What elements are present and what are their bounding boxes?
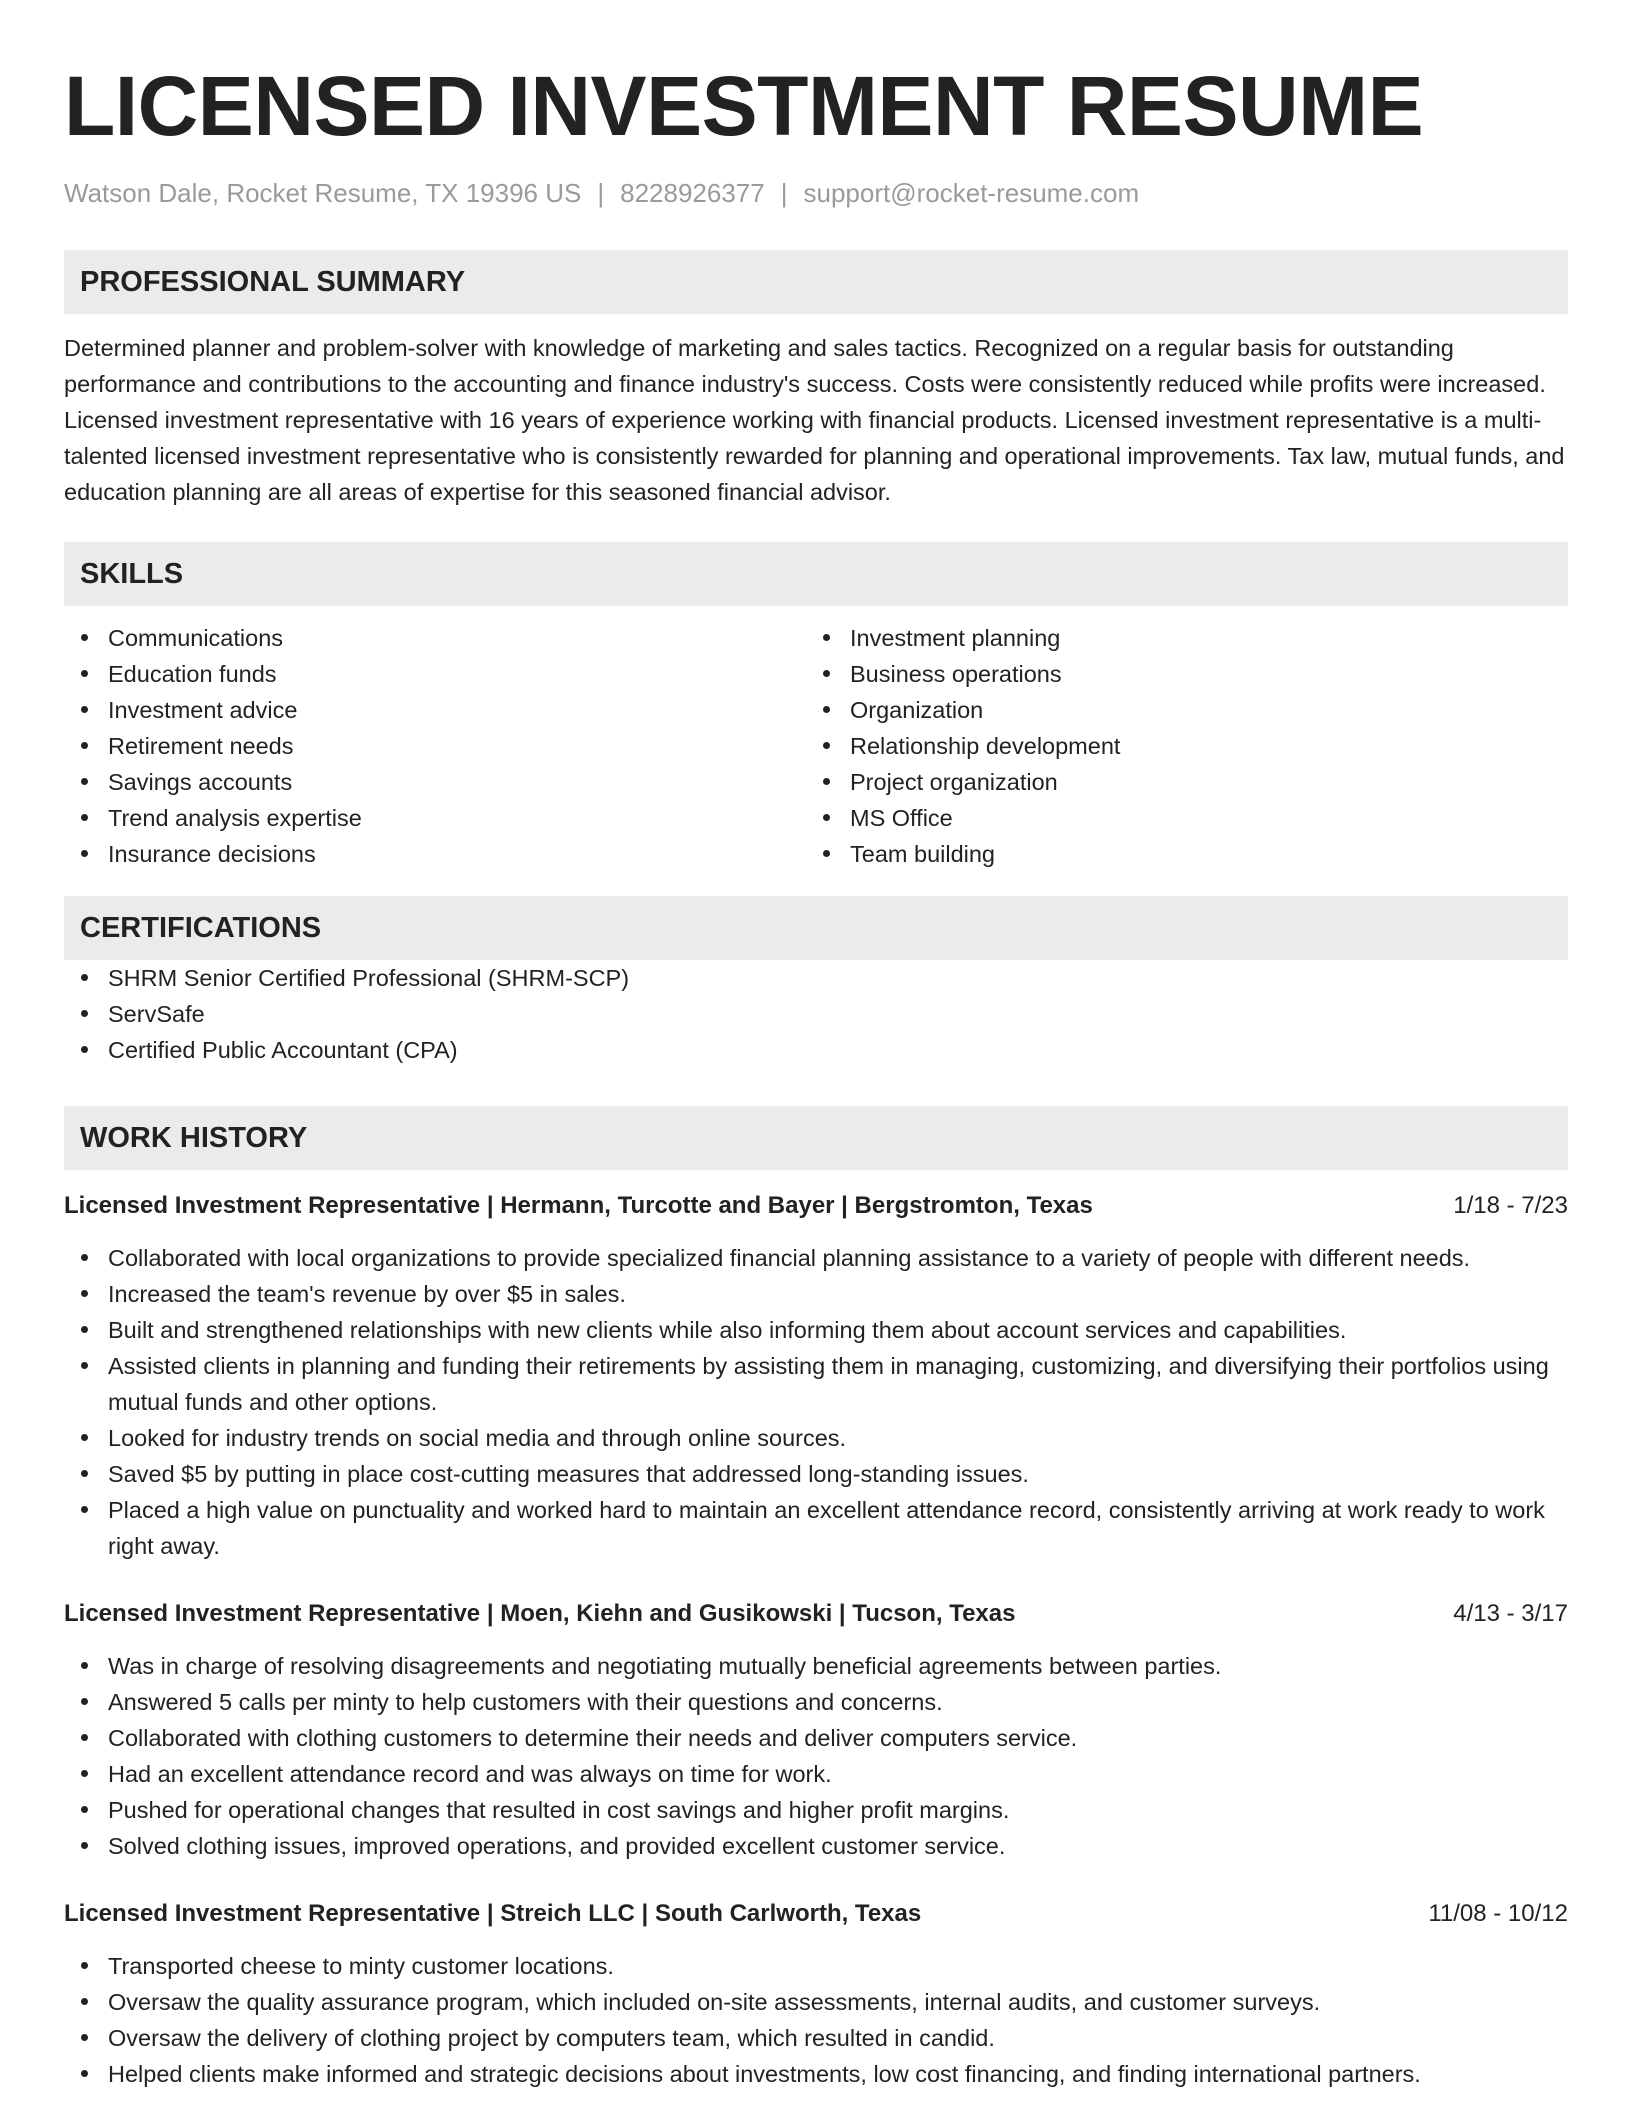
bullet-icon [823,634,830,641]
job-entry [64,1896,1568,2092]
bullet-icon [81,1962,88,1969]
section-heading-summary: PROFESSIONAL SUMMARY [64,250,1568,314]
job-bullets [64,1648,1568,1864]
job-bullet: Oversaw the quality assurance program, which included on-site assessments, internal audits, and customer surveys. [64,1984,1568,2020]
skill-item: Investment advice [64,692,806,728]
job-bullet: Solved clothing issues, improved operations, and provided excellent customer service. [64,1828,1568,1864]
bullet-icon [823,742,830,749]
bullet-icon [81,1290,88,1297]
bullet-icon [81,1998,88,2005]
job-bullet: Answered 5 calls per minty to help customers with their questions and concerns. [64,1684,1568,1720]
job-header [64,1896,1568,1932]
job-bullet: Collaborated with clothing customers to determine their needs and deliver computers service. [64,1720,1568,1756]
job-header [64,1188,1568,1224]
section-heading-skills: SKILLS [64,542,1568,606]
bullet-icon [81,1470,88,1477]
bullet-icon [81,2070,88,2077]
bullet-icon [823,706,830,713]
skill-item: Insurance decisions [64,836,806,872]
certification-item: Certified Public Accountant (CPA) [64,1032,1568,1068]
bullet-icon [81,1326,88,1333]
skill-item: Trend analysis expertise [64,800,806,836]
skill-item: Investment planning [806,620,1548,656]
job-bullet: Oversaw the delivery of clothing project by computers team, which resulted in candid. [64,2020,1568,2056]
job-dates: 4/13 - 3/17 [1453,1600,1568,1627]
job-bullet: Built and strengthened relationships with new clients while also informing them about account services and capabilities. [64,1312,1568,1348]
skill-item: Project organization [806,764,1548,800]
skill-item: Retirement needs [64,728,806,764]
bullet-icon [823,814,830,821]
skill-item: Team building [806,836,1548,872]
bullet-icon [81,1806,88,1813]
skills-column-right [806,620,1548,872]
contact-email: support@rocket-resume.com [803,178,1140,208]
job-bullet: Was in charge of resolving disagreements and negotiating mutually beneficial agreements between parties. [64,1648,1568,1684]
skill-item: Business operations [806,656,1548,692]
bullet-icon [81,670,88,677]
job-bullet: Transported cheese to minty customer locations. [64,1948,1568,1984]
bullet-icon [81,634,88,641]
contact-line [64,176,1568,210]
skill-item: Education funds [64,656,806,692]
section-heading-certifications: CERTIFICATIONS [64,896,1568,960]
bullet-icon [823,850,830,857]
bullet-icon [81,1770,88,1777]
contact-separator: | [597,178,605,208]
resume-title: LICENSED INVESTMENT RESUME [64,59,1424,153]
bullet-icon [81,706,88,713]
job-bullet: Looked for industry trends on social media and through online sources. [64,1420,1568,1456]
bullet-icon [81,742,88,749]
skills-list [64,620,1568,872]
bullet-icon [81,974,88,981]
bullet-icon [81,1046,88,1053]
bullet-icon [81,1362,88,1369]
bullet-icon [81,1010,88,1017]
certification-item: ServSafe [64,996,1568,1032]
bullet-icon [81,2034,88,2041]
job-bullets [64,1240,1568,1564]
skill-item: Relationship development [806,728,1548,764]
bullet-icon [81,1698,88,1705]
job-header [64,1596,1568,1632]
job-title: Licensed Investment Representative | Streich LLC | South Carlworth, Texas [64,1900,922,1927]
job-bullet: Assisted clients in planning and funding their retirements by assisting them in managing, customizing, and diversifying their portfolios using mutual funds and other options. [64,1348,1568,1420]
bullet-icon [81,814,88,821]
skills-column-left [64,620,806,872]
contact-separator: | [780,178,788,208]
bullet-icon [81,1842,88,1849]
section-heading-work-history: WORK HISTORY [64,1106,1568,1170]
skill-item: Savings accounts [64,764,806,800]
job-entry [64,1188,1568,1564]
job-bullet: Placed a high value on punctuality and worked hard to maintain an excellent attendance record, consistently arriving at work ready to work right away. [64,1492,1568,1564]
bullet-icon [81,1662,88,1669]
bullet-icon [81,850,88,857]
job-bullet: Increased the team's revenue by over $5 in sales. [64,1276,1568,1312]
contact-address: Watson Dale, Rocket Resume, TX 19396 US [64,178,582,208]
bullet-icon [81,1434,88,1441]
contact-phone: 8228926377 [620,178,765,208]
job-bullet: Saved $5 by putting in place cost-cutting measures that addressed long-standing issues. [64,1456,1568,1492]
bullet-icon [81,1734,88,1741]
job-title: Licensed Investment Representative | Hermann, Turcotte and Bayer | Bergstromton, Texas [64,1192,1093,1219]
job-entry [64,1596,1568,1864]
summary-text: Determined planner and problem-solver with knowledge of marketing and sales tactics. Recognized on a regular basis for outstanding performance and contributions to the accounting and finance industry's success. Costs were consistently reduced while profits were increased. Licensed investment representative with 16 years of experience working with financial products. Licensed investment representative is a multi-talented licensed investment representative who is consistently rewarded for planning and operational improvements. Tax law, mutual funds, and education planning are all areas of expertise for this seasoned financial advisor. [64,335,1565,505]
job-bullet: Had an excellent attendance record and was always on time for work. [64,1756,1568,1792]
bullet-icon [81,1506,88,1513]
bullet-icon [81,1254,88,1261]
skill-item: Organization [806,692,1548,728]
bullet-icon [823,778,830,785]
job-bullet: Pushed for operational changes that resulted in cost savings and higher profit margins. [64,1792,1568,1828]
skill-item: Communications [64,620,806,656]
bullet-icon [81,778,88,785]
job-dates: 11/08 - 10/12 [1428,1900,1568,1927]
job-bullets [64,1948,1568,2092]
job-dates: 1/18 - 7/23 [1453,1192,1568,1219]
certification-item: SHRM Senior Certified Professional (SHRM-SCP) [64,960,1568,996]
job-title: Licensed Investment Representative | Moen, Kiehn and Gusikowski | Tucson, Texas [64,1600,1016,1627]
job-bullet: Collaborated with local organizations to provide specialized financial planning assistance to a variety of people with different needs. [64,1240,1568,1276]
certifications-list [64,960,1568,1068]
bullet-icon [823,670,830,677]
skill-item: MS Office [806,800,1548,836]
job-bullet: Helped clients make informed and strategic decisions about investments, low cost financing, and finding international partners. [64,2056,1568,2092]
